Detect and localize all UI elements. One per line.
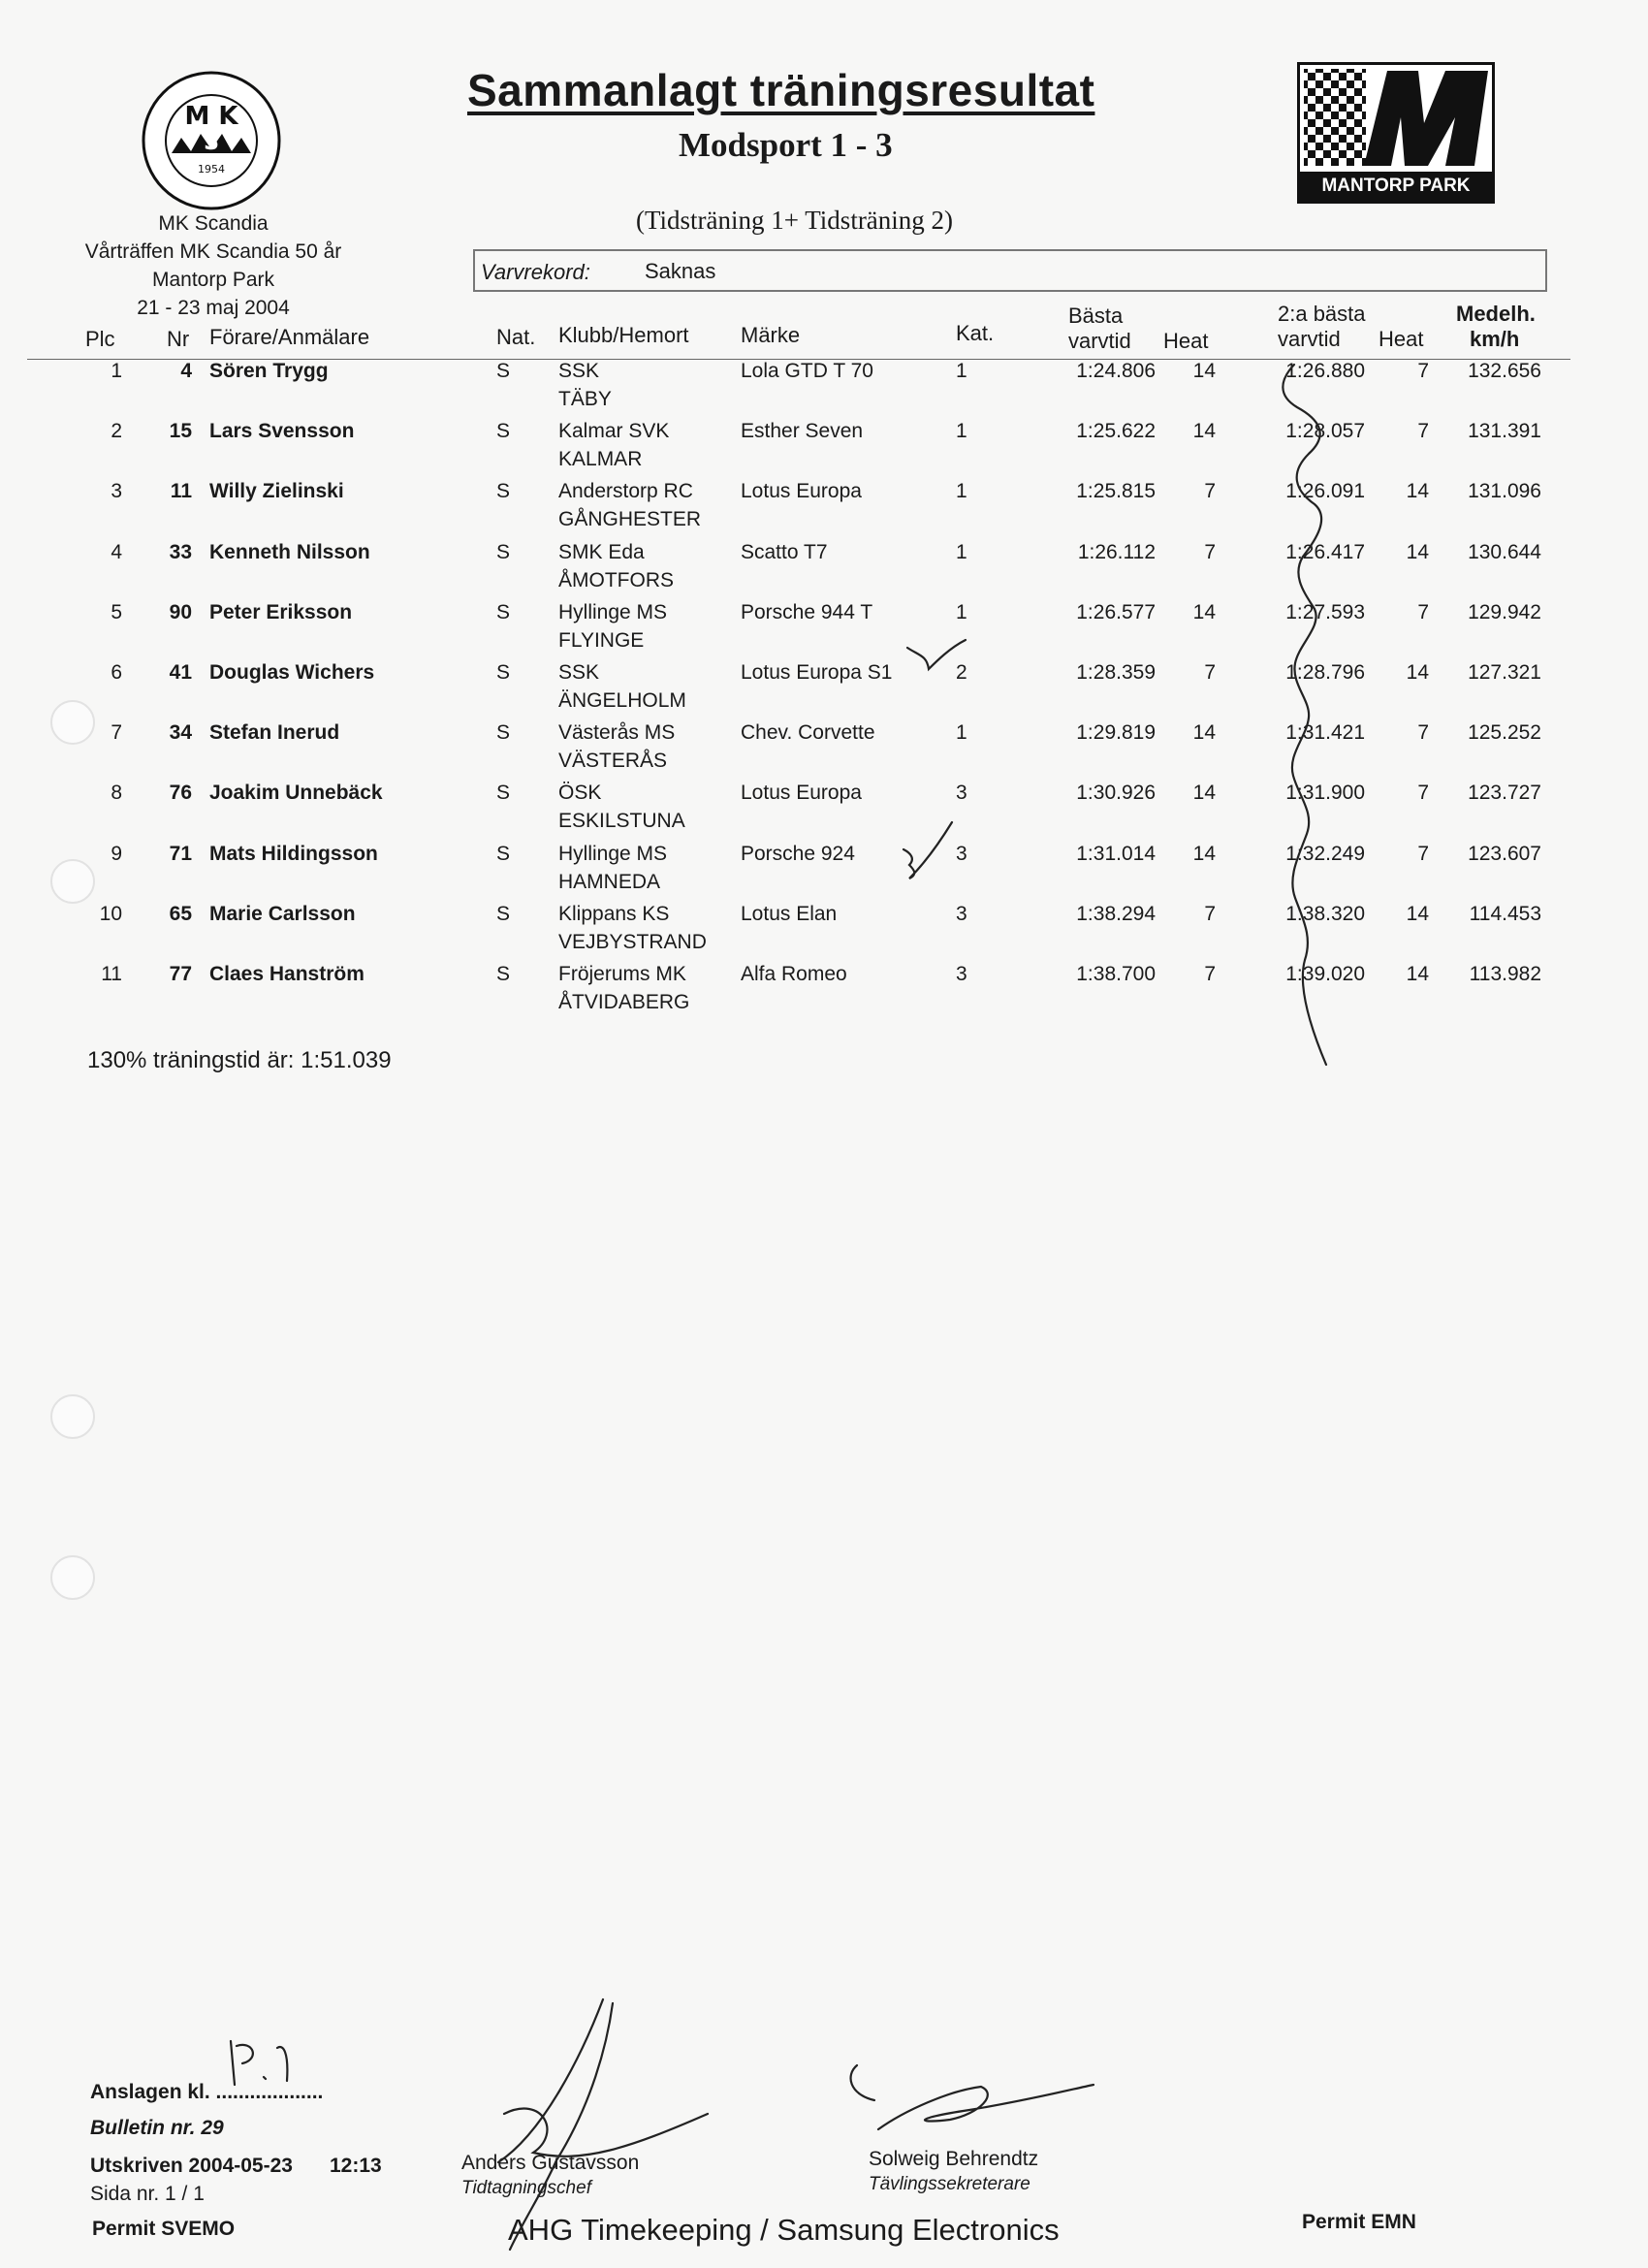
cell-speed: 131.096: [1468, 480, 1541, 503]
cell-speed: 131.391: [1468, 420, 1541, 443]
cell-nr: 90: [169, 600, 192, 623]
cell-nr: 71: [169, 842, 192, 865]
cell-best-lap: 1:26.112: [1077, 540, 1156, 563]
permit-svemo: Permit SVEMO: [92, 2218, 236, 2240]
cell-kat: 1: [956, 360, 967, 382]
cell-heat: 7: [1204, 661, 1216, 684]
cell-nat: S: [496, 420, 511, 443]
page-title: Sammanlagt träningsresultat: [467, 65, 1095, 115]
cell-nat: S: [496, 842, 511, 865]
cell-club: Kalmar SVK: [558, 420, 670, 443]
cell-city: ESKILSTUNA: [558, 810, 685, 833]
cell-second-lap: 1:28.796: [1285, 661, 1365, 684]
cell-nat: S: [496, 661, 511, 684]
table-row: [0, 779, 1648, 839]
permit-emn: Permit EMN: [1302, 2211, 1416, 2233]
punch-hole: [50, 1394, 95, 1439]
cell-heat: 7: [1204, 902, 1216, 925]
col-driver: Förare/Anmälare: [209, 325, 370, 349]
cell-speed: 129.942: [1468, 600, 1541, 623]
track-logo-name: MANTORP PARK: [1300, 172, 1492, 201]
cell-driver: Mats Hildingsson: [209, 842, 378, 865]
cell-city: VEJBYSTRAND: [558, 930, 707, 953]
signatory-2-name: Solweig Behrendtz: [869, 2148, 1039, 2170]
cell-second-lap: 1:38.320: [1285, 902, 1365, 925]
cell-heat2: 14: [1406, 963, 1429, 985]
cell-heat2: 7: [1417, 782, 1429, 805]
cell-kat: 3: [956, 963, 967, 985]
lap-record-value: Saknas: [645, 259, 716, 283]
cell-heat2: 7: [1417, 600, 1429, 623]
track-logo: [1297, 62, 1495, 204]
cell-make: Lotus Europa: [741, 782, 862, 805]
col-speed-1: Medelh.: [1456, 302, 1536, 326]
club-logo: [141, 70, 282, 211]
cell-plc: 5: [111, 600, 122, 623]
cell-nat: S: [496, 902, 511, 925]
cell-plc: 9: [111, 842, 122, 865]
cell-plc: 1: [111, 360, 122, 382]
cell-speed: 114.453: [1469, 902, 1541, 925]
cell-make: Esther Seven: [741, 420, 864, 443]
cell-kat: 1: [956, 540, 967, 563]
printed-date: Utskriven 2004-05-23: [90, 2155, 293, 2177]
cell-plc: 6: [111, 661, 122, 684]
cell-kat: 3: [956, 902, 967, 925]
col-plc: Plc: [85, 327, 115, 351]
cell-nr: 33: [169, 540, 192, 563]
cell-driver: Claes Hanström: [209, 963, 364, 985]
cell-club: Klippans KS: [558, 902, 670, 925]
cell-speed: 130.644: [1468, 540, 1541, 563]
col-heat: Heat: [1163, 329, 1209, 353]
venue: Mantorp Park: [151, 269, 275, 291]
table-row: [0, 960, 1648, 1020]
cell-city: ÅMOTFORS: [558, 568, 674, 591]
cell-plc: 3: [111, 480, 122, 503]
cell-kat: 1: [956, 480, 967, 503]
cell-club: Fröjerums MK: [558, 963, 686, 985]
cell-second-lap: 1:26.091: [1285, 480, 1365, 503]
cell-plc: 10: [99, 902, 122, 925]
threshold-note: 130% träningstid är: 1:51.039: [87, 1047, 392, 1073]
cell-best-lap: 1:31.014: [1076, 842, 1156, 865]
cell-speed: 113.982: [1469, 963, 1541, 985]
cell-city: TÄBY: [558, 388, 612, 410]
cell-heat2: 7: [1417, 360, 1429, 382]
cell-speed: 123.607: [1468, 842, 1541, 865]
cell-club: Anderstorp RC: [558, 480, 693, 503]
cell-heat: 14: [1192, 782, 1216, 805]
cell-heat: 14: [1192, 420, 1216, 443]
table-row: [0, 840, 1648, 900]
cell-nr: 65: [169, 902, 192, 925]
cell-second-lap: 1:31.421: [1285, 721, 1365, 745]
cell-nat: S: [496, 540, 511, 563]
table-row: [0, 477, 1648, 537]
cell-kat: 2: [956, 661, 967, 684]
cell-city: GÅNGHESTER: [558, 508, 702, 531]
cell-city: HAMNEDA: [558, 870, 661, 893]
col-kat: Kat.: [956, 321, 995, 345]
cell-second-lap: 1:31.900: [1285, 782, 1365, 805]
cell-make: Chev. Corvette: [741, 721, 875, 745]
col-nr: Nr: [167, 327, 190, 351]
cell-best-lap: 1:26.577: [1076, 600, 1156, 623]
cell-club: SSK: [558, 360, 600, 382]
cell-best-lap: 1:25.815: [1076, 480, 1156, 503]
cell-make: Lola GTD T 70: [741, 360, 873, 382]
cell-speed: 123.727: [1468, 782, 1541, 805]
cell-second-lap: 1:26.880: [1285, 360, 1365, 382]
punch-hole: [50, 1555, 95, 1600]
col-best-1: Bästa: [1068, 303, 1124, 328]
col-best-2: varvtid: [1068, 329, 1131, 353]
posted-time: Anslagen kl. ...................: [90, 2081, 324, 2103]
cell-nr: 76: [169, 782, 192, 805]
cell-plc: 11: [101, 963, 122, 985]
cell-heat: 14: [1192, 360, 1216, 382]
cell-nr: 11: [170, 480, 192, 503]
cell-make: Porsche 944 T: [741, 600, 873, 623]
signature-solweig: [851, 2065, 1093, 2129]
cell-heat: 14: [1192, 842, 1216, 865]
cell-kat: 3: [956, 842, 967, 865]
cell-heat2: 14: [1406, 540, 1429, 563]
cell-heat: 7: [1204, 540, 1216, 563]
cell-best-lap: 1:24.806: [1076, 360, 1156, 382]
cell-nat: S: [496, 963, 511, 985]
col-speed-2: km/h: [1470, 327, 1520, 351]
col-nat: Nat.: [496, 325, 536, 349]
table-row: [0, 900, 1648, 960]
class-subtitle: Modsport 1 - 3: [679, 126, 893, 164]
event-name: Vårträffen MK Scandia 50 år: [84, 240, 342, 263]
cell-club: SMK Eda: [558, 540, 645, 563]
cell-club: Västerås MS: [558, 721, 676, 745]
svg-text:M K: M K: [184, 102, 238, 131]
cell-plc: 8: [111, 782, 122, 805]
cell-nr: 34: [169, 721, 192, 745]
cell-driver: Douglas Wichers: [209, 661, 375, 684]
cell-city: KALMAR: [558, 448, 643, 471]
lap-record-box: [473, 249, 1547, 292]
signatory-1-name: Anders Gustavsson: [461, 2152, 640, 2174]
cell-best-lap: 1:38.294: [1076, 902, 1156, 925]
signatory-2-role: Tävlingssekreterare: [869, 2174, 1030, 2194]
club-name: MK Scandia: [158, 212, 269, 235]
cell-club: ÖSK: [558, 782, 602, 805]
cell-heat2: 14: [1406, 661, 1429, 684]
cell-nat: S: [496, 600, 511, 623]
cell-driver: Peter Eriksson: [209, 600, 353, 623]
cell-city: ÅTVIDABERG: [558, 991, 690, 1013]
cell-heat2: 7: [1417, 721, 1429, 745]
cell-nr: 15: [169, 420, 192, 443]
cell-second-lap: 1:32.249: [1285, 842, 1365, 865]
bulletin-number: Bulletin nr. 29: [90, 2117, 224, 2139]
cell-second-lap: 1:28.057: [1285, 420, 1365, 443]
cell-driver: Kenneth Nilsson: [209, 540, 370, 563]
cell-heat2: 14: [1406, 902, 1429, 925]
cell-heat2: 7: [1417, 420, 1429, 443]
cell-heat: 14: [1192, 600, 1216, 623]
cell-speed: 125.252: [1468, 721, 1541, 745]
cell-plc: 7: [111, 721, 122, 745]
page-number: Sida nr. 1 / 1: [90, 2183, 205, 2205]
cell-heat: 7: [1204, 480, 1216, 503]
svg-text:S: S: [204, 131, 219, 155]
cell-make: Lotus Elan: [741, 902, 838, 925]
cell-nr: 41: [169, 661, 192, 684]
cell-city: VÄSTERÅS: [558, 750, 668, 773]
cell-nr: 77: [169, 963, 192, 985]
cell-club: Hyllinge MS: [558, 600, 668, 623]
cell-heat2: 14: [1406, 480, 1429, 503]
cell-best-lap: 1:28.359: [1076, 661, 1156, 684]
cell-driver: Willy Zielinski: [209, 480, 344, 503]
col-heat2: Heat: [1379, 327, 1424, 351]
cell-nr: 4: [180, 360, 192, 382]
cell-nat: S: [496, 360, 511, 382]
cell-driver: Stefan Inerud: [209, 721, 340, 745]
cell-best-lap: 1:38.700: [1076, 963, 1156, 985]
cell-club: Hyllinge MS: [558, 842, 668, 865]
cell-speed: 127.321: [1468, 661, 1541, 684]
printed-time: 12:13: [330, 2155, 382, 2177]
punch-hole: [50, 859, 95, 904]
cell-plc: 2: [111, 420, 122, 443]
col-second-1: 2:a bästa: [1278, 302, 1366, 326]
cell-best-lap: 1:30.926: [1076, 782, 1156, 805]
cell-second-lap: 1:26.417: [1285, 540, 1365, 563]
cell-make: Porsche 924: [741, 842, 855, 865]
punch-hole: [50, 700, 95, 745]
cell-speed: 132.656: [1468, 360, 1541, 382]
cell-heat: 7: [1204, 963, 1216, 985]
table-row: [0, 417, 1648, 477]
cell-driver: Marie Carlsson: [209, 902, 356, 925]
cell-kat: 1: [956, 420, 967, 443]
table-row: [0, 719, 1648, 779]
cell-make: Scatto T7: [741, 540, 828, 563]
cell-driver: Joakim Unnebäck: [209, 782, 383, 805]
cell-city: FLYINGE: [558, 628, 645, 652]
table-row: [0, 357, 1648, 417]
cell-make: Alfa Romeo: [741, 963, 847, 985]
cell-heat2: 7: [1417, 842, 1429, 865]
cell-nat: S: [496, 480, 511, 503]
checkered-flag-icon: [1300, 65, 1492, 172]
signatory-1-role: Tidtagningschef: [461, 2178, 591, 2198]
cell-nat: S: [496, 721, 511, 745]
table-row: [0, 658, 1648, 719]
cell-make: Lotus Europa S1: [741, 661, 893, 684]
col-second-2: varvtid: [1278, 327, 1341, 351]
cell-nat: S: [496, 782, 511, 805]
cell-kat: 1: [956, 600, 967, 623]
cell-best-lap: 1:29.819: [1076, 721, 1156, 745]
cell-driver: Lars Svensson: [209, 420, 355, 443]
col-club: Klubb/Hemort: [558, 323, 689, 347]
cell-make: Lotus Europa: [741, 480, 862, 503]
cell-plc: 4: [111, 540, 122, 563]
club-info: [58, 209, 368, 322]
cell-kat: 1: [956, 721, 967, 745]
cell-club: SSK: [558, 661, 600, 684]
cell-kat: 3: [956, 782, 967, 805]
cell-second-lap: 1:39.020: [1285, 963, 1365, 985]
sessions-note: (Tidsträning 1+ Tidsträning 2): [636, 206, 954, 235]
table-row: [0, 538, 1648, 598]
event-dates: 21 - 23 maj 2004: [137, 297, 290, 319]
cell-heat: 14: [1192, 721, 1216, 745]
lap-record-label: Varvrekord:: [481, 260, 590, 284]
cell-second-lap: 1:27.593: [1285, 600, 1365, 623]
cell-best-lap: 1:25.622: [1076, 420, 1156, 443]
cell-city: ÄNGELHOLM: [558, 689, 686, 712]
col-make: Märke: [741, 323, 801, 347]
table-row: [0, 598, 1648, 658]
cell-driver: Sören Trygg: [209, 360, 329, 382]
svg-text:1954: 1954: [198, 163, 225, 176]
timekeeping-brand: AHG Timekeeping / Samsung Electronics: [508, 2213, 1060, 2247]
